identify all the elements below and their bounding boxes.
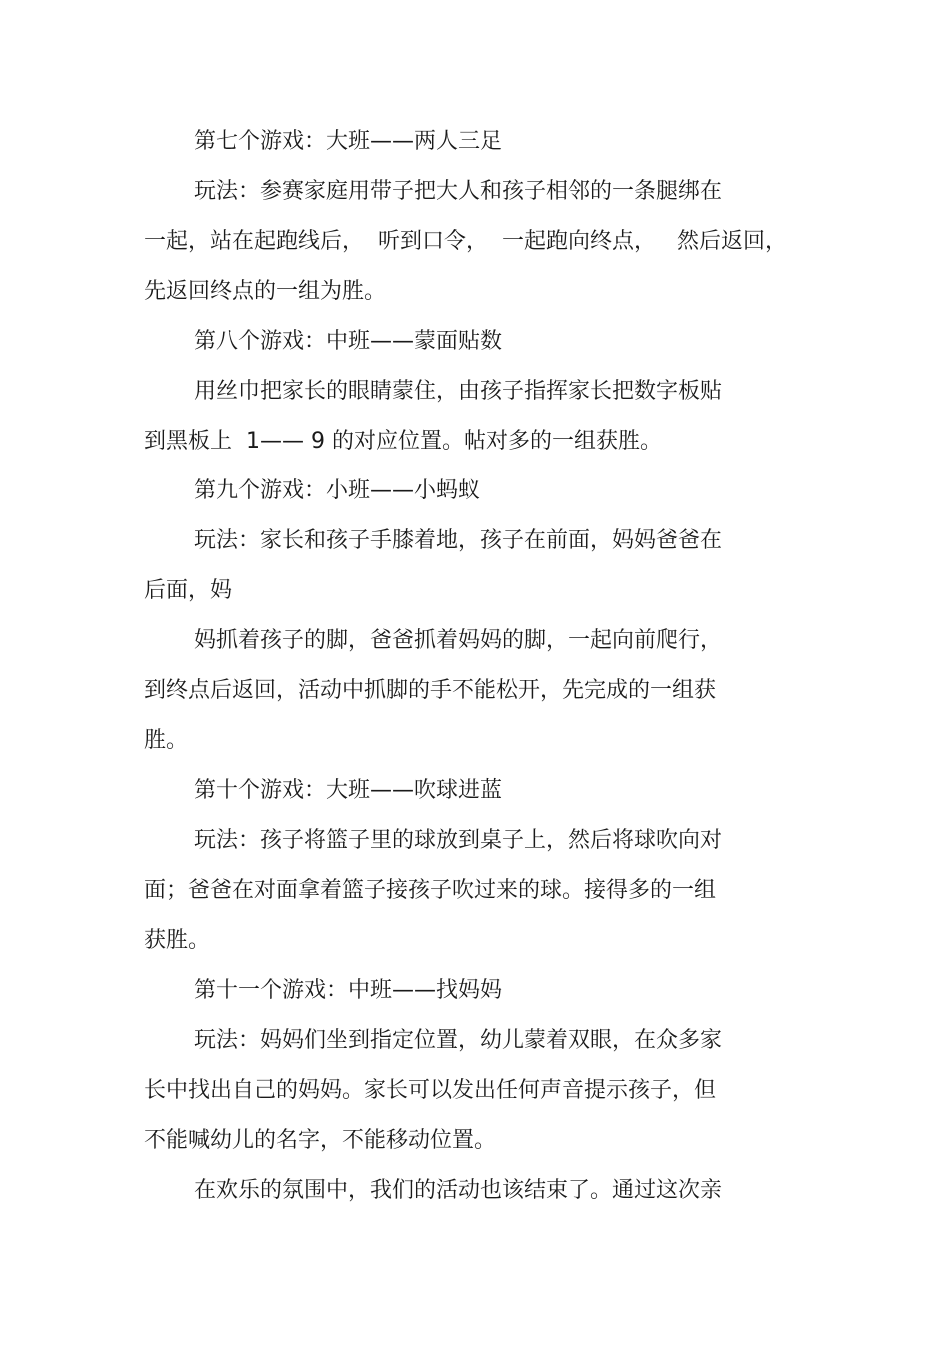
text-line-l21: 不能喊幼儿的名字，不能移动位置。 xyxy=(144,1128,497,1153)
text-line-l02: 玩法：参赛家庭用带子把大人和孩子相邻的一条腿绑在 xyxy=(194,179,723,204)
text-line-l06: 用丝巾把家长的眼睛蒙住，由孩子指挥家长把数字板贴 xyxy=(194,379,723,404)
text-line-l19: 玩法：妈妈们坐到指定位置，幼儿蒙着双眼，在众多家 xyxy=(194,1028,723,1053)
text-line-l14: 第十个游戏：大班——吹球进蓝 xyxy=(194,778,503,803)
text-line-l15: 玩法：孩子将篮子里的球放到桌子上，然后将球吹向对 xyxy=(194,828,723,853)
text-line-l08: 第九个游戏：小班——小蚂蚁 xyxy=(194,478,481,503)
text-line-l18: 第十一个游戏：中班——找妈妈 xyxy=(194,978,503,1003)
text-line-l03: 一起，站在起跑线后， 听到口令， 一起跑向终点， 然后返回， xyxy=(144,229,787,254)
text-line-l13: 胜。 xyxy=(144,728,189,753)
text-line-l12: 到终点后返回，活动中抓脚的手不能松开，先完成的一组获 xyxy=(144,678,717,703)
text-line-l05: 第八个游戏：中班——蒙面贴数 xyxy=(194,329,503,354)
text-line-l10: 后面，妈 xyxy=(144,578,233,603)
text-line-l20: 长中找出自己的妈妈。家长可以发出任何声音提示孩子，但 xyxy=(144,1078,717,1103)
text-line-l09: 玩法：家长和孩子手膝着地，孩子在前面，妈妈爸爸在 xyxy=(194,528,723,553)
text-line-l22: 在欢乐的氛围中，我们的活动也该结束了。通过这次亲 xyxy=(194,1178,723,1203)
text-line-l17: 获胜。 xyxy=(144,928,211,953)
text-line-l16: 面；爸爸在对面拿着篮子接孩子吹过来的球。接得多的一组 xyxy=(144,878,717,903)
text-line-l04: 先返回终点的一组为胜。 xyxy=(144,279,387,304)
text-line-l01: 第七个游戏：大班——两人三足 xyxy=(194,129,503,154)
text-line-l11: 妈抓着孩子的脚，爸爸抓着妈妈的脚，一起向前爬行， xyxy=(194,628,723,653)
text-line-l07: 到黑板上 1—— 9 的对应位置。帖对多的一组获胜。 xyxy=(144,429,662,454)
